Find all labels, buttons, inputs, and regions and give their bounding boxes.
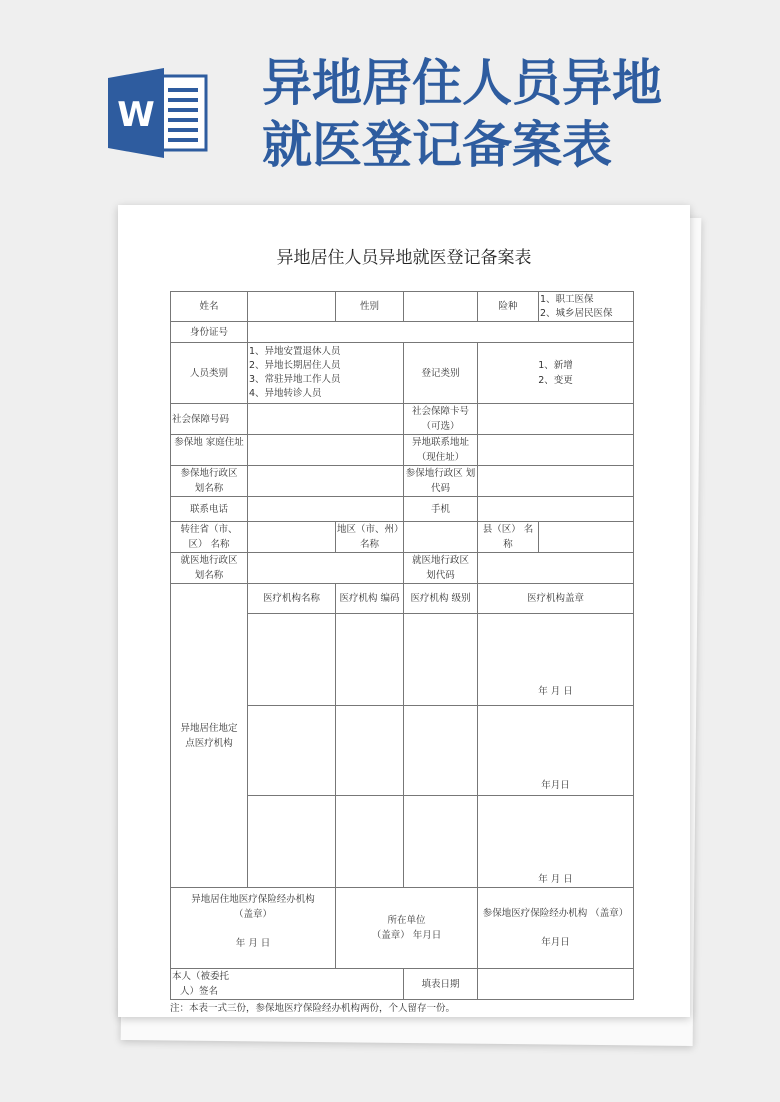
remote-agency-cell[interactable] — [171, 888, 336, 969]
option: 2、变更 — [538, 375, 573, 386]
inst-stamp-cell[interactable] — [478, 614, 634, 706]
text: （盖章） 年月日 — [371, 930, 442, 941]
col-inst-stamp: 医疗机构盖章 — [478, 584, 634, 614]
field-inst-code[interactable] — [336, 796, 404, 888]
text: 参保地行政区 划 — [405, 468, 476, 479]
text: 本人（被委托 — [172, 971, 230, 982]
field-inst-level[interactable] — [404, 706, 478, 796]
text: 异地居住地定 — [180, 722, 238, 734]
field-inst-name[interactable] — [248, 614, 336, 706]
svg-text:W: W — [117, 95, 155, 135]
option: 2、城乡居民医保 — [540, 307, 613, 319]
hero-title-line1: 异地居住人员异地 — [262, 53, 662, 112]
label-person-category: 人员类别 — [171, 343, 248, 404]
col-inst-name: 医疗机构名称 — [248, 584, 336, 614]
employer-cell[interactable] — [336, 888, 478, 969]
label-name: 姓名 — [171, 292, 248, 322]
label-fill-date: 填表日期 — [404, 969, 478, 1000]
text: 社会保障卡号 — [411, 406, 469, 417]
field-inst-name[interactable] — [248, 706, 336, 796]
text: 所在单位 — [387, 915, 426, 926]
text: 异地居住地医疗保险经办机构 — [191, 894, 315, 905]
word-icon — [108, 66, 208, 160]
label-ss-card — [404, 404, 478, 435]
text: 划名称 — [194, 570, 224, 581]
inst-stamp-cell[interactable] — [478, 706, 634, 796]
signature-cell[interactable] — [171, 969, 404, 1000]
register-options[interactable] — [478, 343, 634, 404]
field-ss-number[interactable] — [248, 404, 404, 435]
label-city — [336, 522, 404, 553]
text: 就医地行政区 — [411, 555, 469, 566]
text: 县（区） 名 — [482, 524, 534, 535]
field-inst-code[interactable] — [336, 614, 404, 706]
label-id: 身份证号 — [171, 322, 248, 343]
option: 1、职工医保 — [540, 293, 594, 305]
text: 参保地行政区 — [180, 468, 238, 479]
col-inst-code: 医疗机构 编码 — [336, 584, 404, 614]
text: 划代码 — [426, 570, 455, 581]
field-remote-address[interactable] — [478, 435, 634, 466]
option: 1、异地安置退休人员 — [249, 346, 341, 357]
text: 区） 名称 — [188, 539, 230, 550]
document-page — [118, 205, 690, 1017]
text: 代码 — [430, 483, 450, 494]
document-title: 异地居住人员异地就医登记备案表 — [276, 248, 532, 268]
field-city[interactable] — [404, 522, 478, 553]
field-medical-region-code[interactable] — [478, 553, 634, 584]
field-insured-region-code[interactable] — [478, 466, 634, 497]
label-mobile: 手机 — [404, 497, 478, 522]
form-wrap — [170, 291, 634, 1015]
hero-title — [262, 52, 662, 176]
label-province — [171, 522, 248, 553]
field-name[interactable] — [248, 292, 336, 322]
label-ss-number: 社会保障号码 — [171, 404, 248, 435]
field-insured-region-name[interactable] — [248, 466, 404, 497]
text: 点医疗机构 — [185, 737, 233, 749]
field-county[interactable] — [539, 522, 634, 553]
footnote: 注：本表一式三份，参保地医疗保险经办机构两份，个人留存一份。 — [170, 1003, 456, 1014]
label-home-address: 参保地 家庭住址 — [171, 435, 248, 466]
text: 划名称 — [194, 483, 224, 494]
field-fill-date[interactable] — [478, 969, 634, 1000]
field-medical-region-name[interactable] — [248, 553, 404, 584]
date-text: 年 月 日 — [538, 874, 573, 885]
field-home-address[interactable] — [248, 435, 404, 466]
text: 名称 — [359, 539, 379, 550]
label-remote-address — [404, 435, 478, 466]
field-ss-card[interactable] — [478, 404, 634, 435]
label-medical-region-name — [171, 553, 248, 584]
date-text: 年月日 — [541, 780, 570, 791]
field-id[interactable] — [248, 322, 634, 343]
field-inst-code[interactable] — [336, 706, 404, 796]
text: 就医地行政区 — [180, 555, 238, 566]
text: 转往省（市、 — [180, 524, 238, 535]
text: （可选） — [421, 421, 460, 432]
hero-title-line2: 就医登记备案表 — [262, 115, 612, 174]
label-medical-region-code — [404, 553, 478, 584]
text: 异地联系地址 — [411, 437, 469, 448]
option: 1、新增 — [538, 360, 573, 371]
field-gender[interactable] — [404, 292, 478, 322]
text: （盖章） — [233, 909, 272, 920]
text: 年月日 — [541, 937, 570, 948]
col-inst-level: 医疗机构 级别 — [404, 584, 478, 614]
field-inst-level[interactable] — [404, 796, 478, 888]
label-gender: 性别 — [336, 292, 404, 322]
field-inst-name[interactable] — [248, 796, 336, 888]
person-options[interactable] — [248, 343, 404, 404]
text: 地区（市、州） — [337, 524, 404, 535]
field-mobile[interactable] — [478, 497, 634, 522]
label-register-category: 登记类别 — [404, 343, 478, 404]
label-insured-region-name — [171, 466, 248, 497]
text: 参保地医疗保险经办机构 （盖章） — [482, 908, 629, 919]
text: 称 — [503, 539, 513, 550]
label-phone: 联系电话 — [171, 497, 248, 522]
inst-stamp-cell[interactable] — [478, 796, 634, 888]
label-designated-institution — [171, 584, 248, 888]
text: （现住址） — [416, 452, 465, 463]
date-text: 年 月 日 — [538, 686, 573, 697]
text: 人）签名 — [180, 986, 219, 997]
insurance-options[interactable] — [539, 292, 634, 322]
field-inst-level[interactable] — [404, 614, 478, 706]
option: 2、异地长期居住人员 — [249, 360, 341, 371]
option: 3、常驻异地工作人员 — [249, 374, 341, 385]
insured-agency-cell[interactable] — [478, 888, 634, 969]
label-county — [478, 522, 539, 553]
text: 年 月 日 — [235, 938, 271, 949]
label-insured-region-code — [404, 466, 478, 497]
label-insurance-type: 险种 — [478, 292, 539, 322]
field-phone[interactable] — [248, 497, 404, 522]
option: 4、异地转诊人员 — [249, 388, 322, 399]
field-province[interactable] — [248, 522, 336, 553]
registration-form — [170, 291, 634, 1000]
